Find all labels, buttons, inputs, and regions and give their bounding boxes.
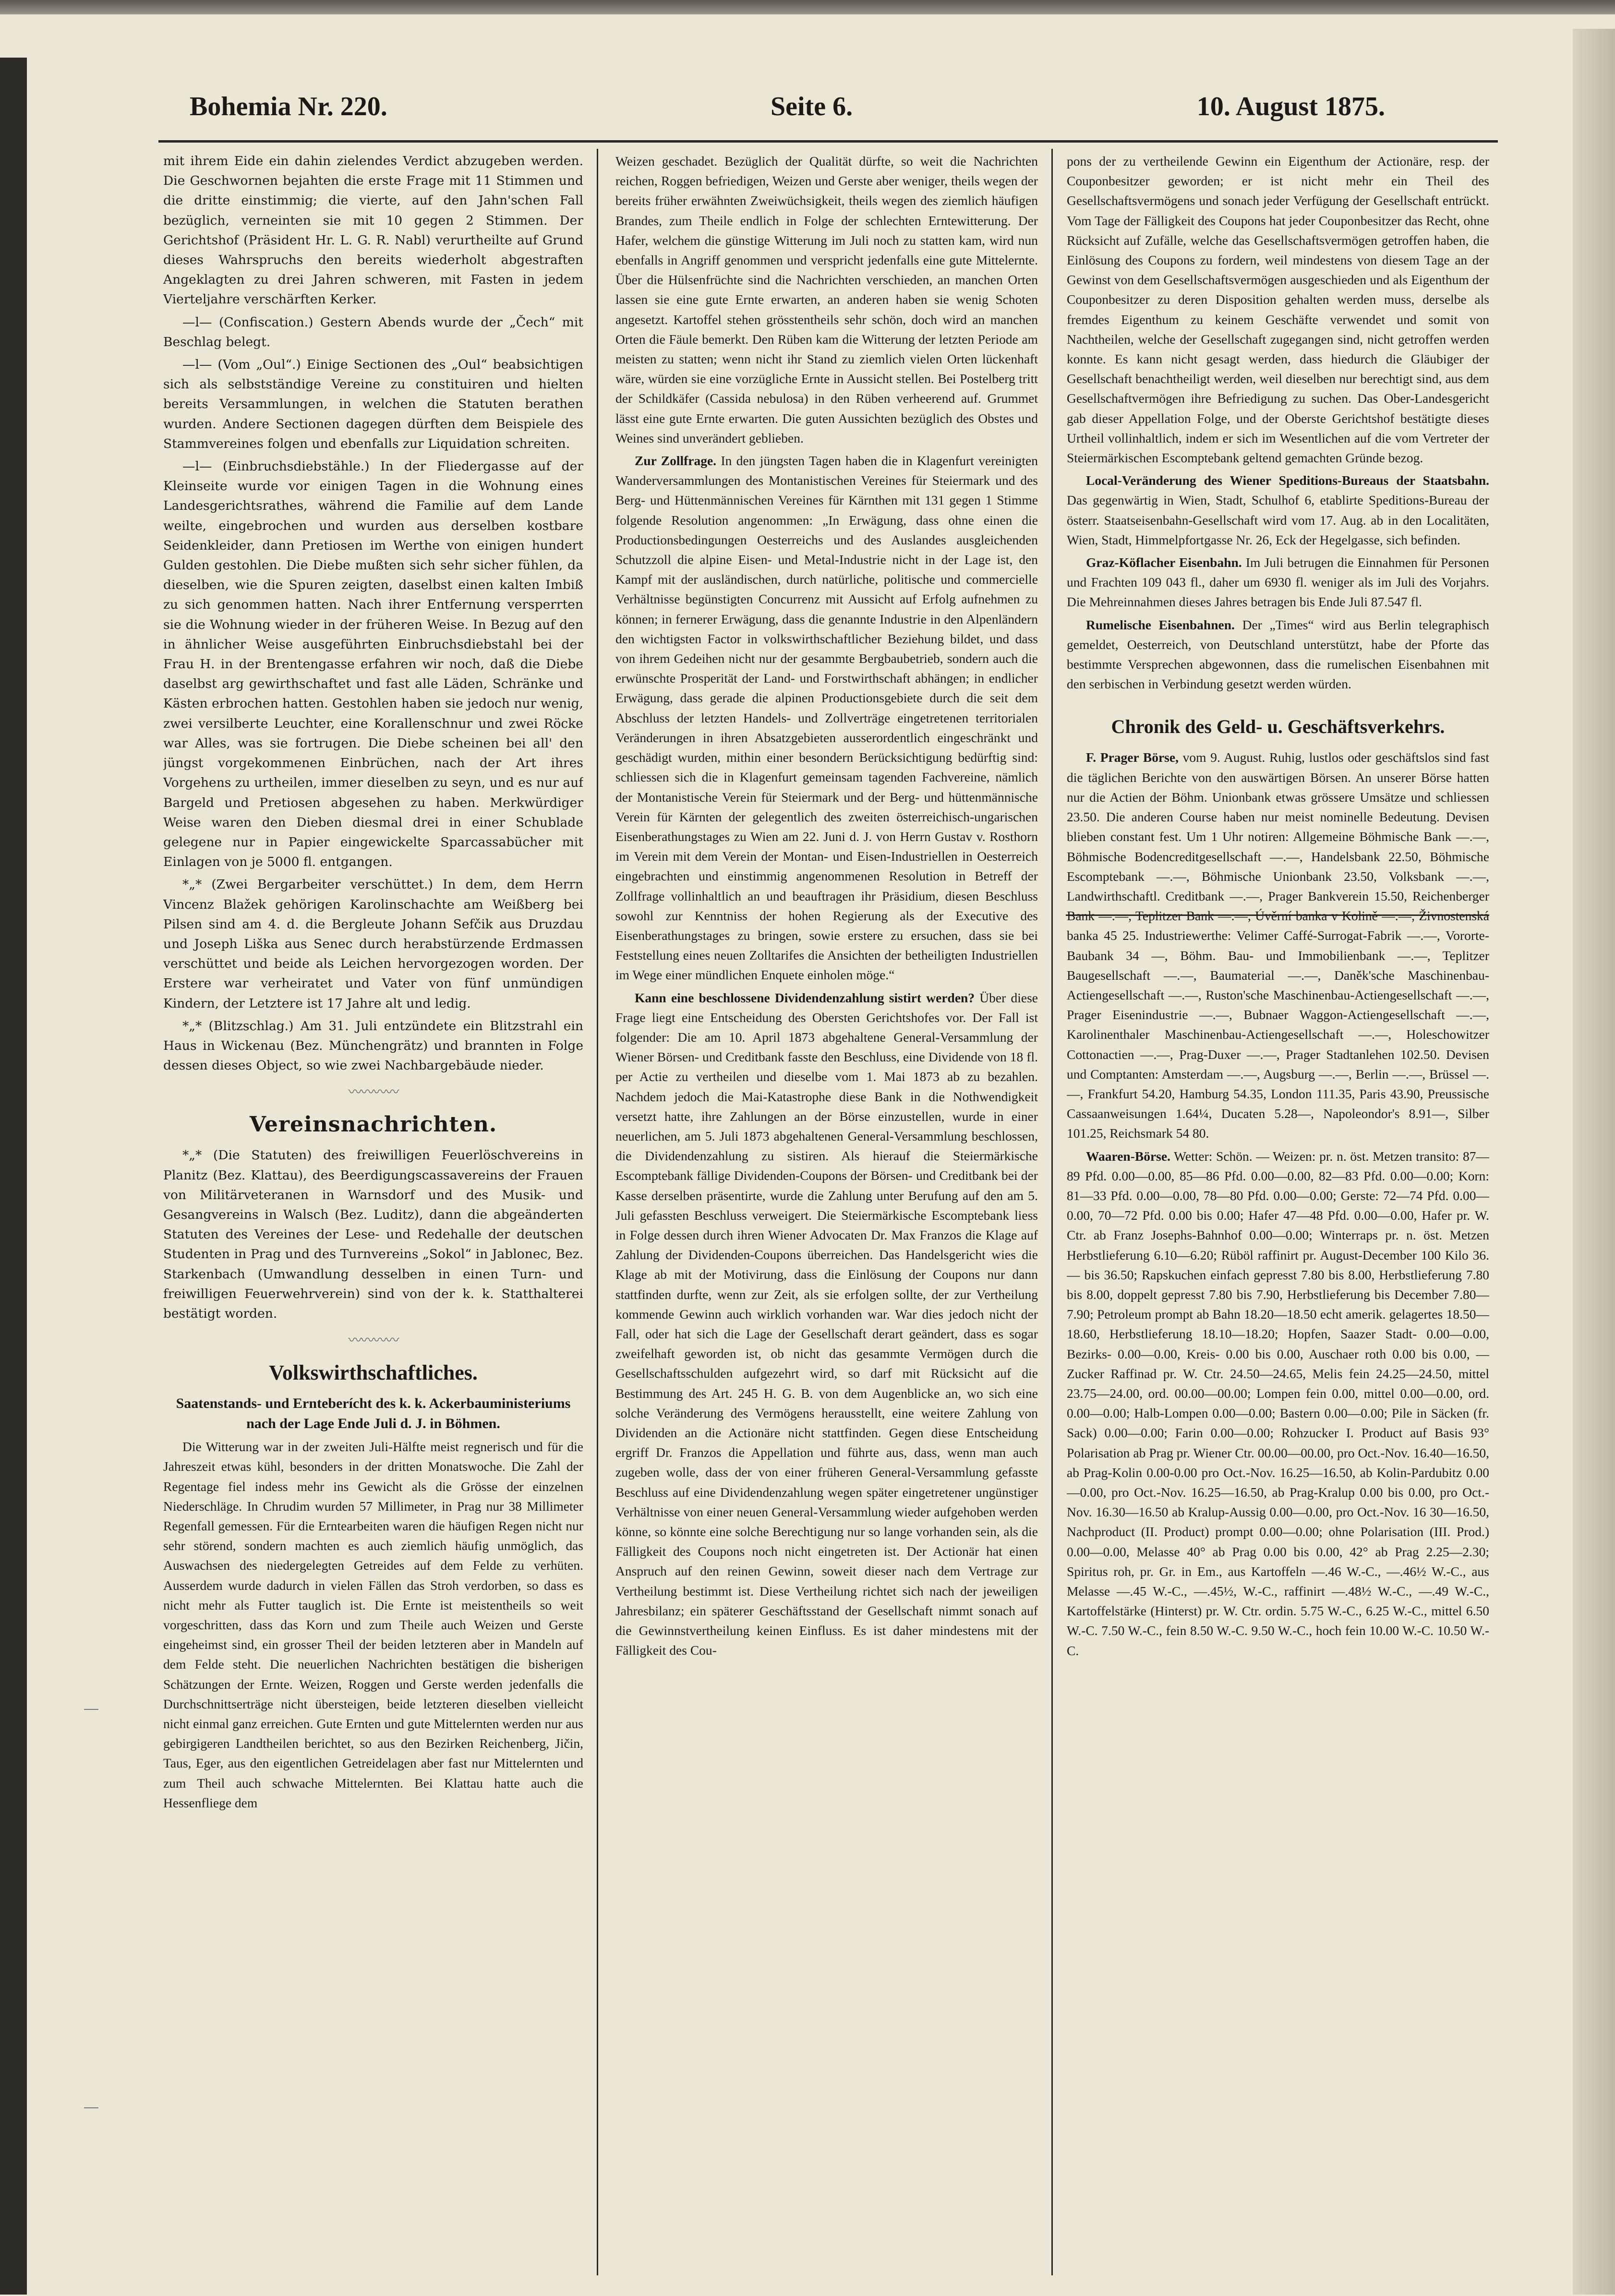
article-lead: Kann eine beschlossene Dividendenzahlung sistirt werden? [635,990,975,1005]
article-paragraph [1067,615,1489,694]
article-paragraph: *„* (Blitzschlag.) Am 31. Juli entzündete ein Blitzstrahl ein Haus in Wickenau (Bez. Münchengrätz) und brannten in Folge dessen dieses Object, so wie zwei Nachbargebäude nieder. [163,1018,583,1073]
header-rule [158,140,1498,143]
column-rule-2 [1051,149,1053,2275]
article-paragraph: —l— (Confiscation.) Gestern Abends wurde der „Čech“ mit Beschlag belegt. [163,314,583,349]
header-page-number: Seite 6. [771,92,853,121]
article-paragraph [1067,1146,1489,1660]
margin-mark [84,1709,98,1710]
article-lead: F. Prager Börse, [1086,750,1179,765]
article-text: Der „Times“ wird aus Berlin telegraphisch gemeldet, Oesterreich, von Deutschland unterstützt, habe der Pforte das bestimmte Versprechen abgewonnen, dass die rumelischen Eisenbahnen mit den serbischen in Verbindung gesetzt werden würden. [1067,617,1489,692]
scan-left-edge [0,58,27,2295]
section-flourish: 〰〰〰〰 [348,1084,398,1100]
scan-top-band [0,0,1615,14]
article-paragraph: pons der zu vertheilende Gewinn ein Eigenthum der Actionäre, resp. der Couponbesitzer geworden; er ist nicht mehr ein Theil des Gesellschaftsvermögens und sonach jeder Verfügung der Gesellschaft entrückt. Vom Tage der Fälligkeit des Coupons hat jeder Couponbesitzer das Recht, ohne Rücksicht auf Zufälle, welche das Gesellschaftsvermögen getroffen haben, die Einlösung des Coupons zu fordern, weil mindestens von diesem Tage an der Gewinst von dem Gesellschaftsvermögen ausgeschieden und als Eigenthum der Couponbesitzer zu deren Disposition gehalten werden muss, derselbe als fremdes Eigenthum zu keinem Geschäfte verwendet und somit von Nachtheilen, welche der Gesellschaft zugegangen sind, nicht getroffen werden konnte. Es kann nicht gesagt werden, dass hiedurch die Gläubiger der Gesellschaft benachtheiligt werden, weil dieselben nur berechtigt sind, aus dem Gesellschaftvermögen ihre Befriedigung zu suchen. Das Ober-Landesgericht gab dieser Appellation Folge, und der Oberste Gerichtshof bestätigte dieses Urtheil vollinhaltlich, indem er sich im Wesentlichen auf die vom Vertreter der Steiermärkischen Escomptebank geltend gemachten Gründe bezog. [1067,154,1489,466]
article-text: Wetter: Schön. — Weizen: pr. n. öst. Metzen transito: 87—89 Pfd. 0.00—0.00, 85—86 Pfd. 0.00—0.00, 82—83 Pfd. 0.00—0.00; Korn: 81—33 Pfd. 0.00—0.00, 78—80 Pfd. 0.00—0.00; Gerste: 72—74 Pfd. 0.00—0.00, 70—72 Pfd. 0.00 bis 0.00; Hafer 47—48 Pfd. 0.00—0.00, Hafer pr. W. Ctr. ab Franz Josephs-Bahnhof 0.00—0.00; Winterraps pr. n. öst. Metzen Herbstlieferung 6.10—6.20; Rüböl raffinirt pr. August-December 100 Kilo 36.— bis 36.50; Rapskuchen einfach gepresst 7.80 bis 8.00, Herbstlieferung 7.80 bis 8.00, doppelt gepresst 7.80 bis 7.90, Herbstlieferung bis December 7.80—7.90; Petroleum prompt ab Bahn 18.20—18.50 echt amerik. gelagertes 18.50—18.60, Herbstlieferung 18.10—18.20; Hopfen, Saazer Stadt- 0.00—0.00, Bezirks- 0.00—0.00, Kreis- 0.00 bis 0.00, Auschaer roth 0.00 bis 0.00, — Zucker Raffinad pr. W. Ctr. 24.50—24.65, Melis fein 24.25—24.50, mittel 23.75—24.00, ord. 00.00—00.00; Lompen fein 0.00, mittel 0.00—0.00, ord. 0.00—0.00; Halb-Lompen 0.00—0.00; Bastern 0.00—0.00; Pile in Säcken (fr. Sack) 0.00—0.00; Farin 0.00—0.00; Rohzucker I. Product auf Basis 93° Polarisation ab Prag pr. Wiener Ctr. 00.00—00.00, pro Oct.-Nov. 16.40—16.50, ab Prag-Kolin 0.00-0.00 pro Oct.-Nov. 16.25—16.50, ab Kolin-Pardubitz 0.00—0.00, pro Oct.-Nov. 16.25—16.50, ab Prag-Kralup 0.00 bis 0.00, pro Oct.-Nov. 16.30—16.50 ab Kralup-Aussig 0.00—0.00, pro Oct.-Nov. 16 30—16.50, Nachproduct (II. Product) prompt 0.00—0.00; ohne Polarisation (III. Prod.) 0.00—0.00, Melasse 40° ab Prag 0.00 bis 0.00, 42° ab Prag 2.25—2.30; Spiritus roh, pr. Gr. in Em., aus Kartoffeln —.46 W.-C., —.46½ W.-C., aus Melasse —.45 W.-C., —.45½, W.-C., raffinirt —.48½ W.-C., —.49 W.-C., Kartoffelstärke (Hinterst) pr. W. Ctr. ordin. 5.75 W.-C., 6.25 W.-C., mittel 6.50 W.-C. 7.50 W.-C., fein 8.50 W.-C. 9.50 W.-C., hoch fein 10.00 W.-C. 10.50 W.-C. [1067,1148,1489,1658]
article-lead: Waaren-Börse. [1086,1148,1170,1164]
article-paragraph: —l— (Einbruchsdiebstähle.) In der Fliedergasse auf der Kleinseite wurde vor einigen Tagen in die Wohnung eines Landesgerichtsrathes, während die Familie auf dem Lande weilte, eingebrochen und wurden aus derselben kostbare Seidenkleider, dann Pretiosen im Werthe von einigen hundert Gulden gestohlen. Die Diebe mußten sich sehr sicher fühlen, da dieselben, wie die Spuren zeigten, daselbst einen kalten Imbiß zu sich genommen hatten. Nach ihrer Entfernung versperrten sie die Wohnung wieder in der früheren Weise. In Bezug auf den in ähnlicher Weise ausgeführten Einbruchsdiebstahl bei der Frau H. in der Brentengasse erfahren wir noch, daß die Diebe daselbst arg gewirthschaftet und fast alle Läden, Schränke und Kästen erbrochen hatten. Gestohlen haben sie jedoch nur wenig, zwei versilberte Leuchter, eine Korallenschnur und zwei Röcke war Alles, was sie fortrugen. Die Diebe scheinen bei all' den jüngst vorgekommenen Einbrüchen, nach der Art ihres Vorgehens zu urtheilen, immer dieselben zu seyn, und es nur auf Bargeld und Pretiosen abgesehen zu haben. Merkwürdiger Weise waren den Dieben diesmal drei in einer Schublade gelegene nur in Papier eingewickelte Sparcassabücher mit Einlagen von je 5000 fl. entgangen. [163,459,583,870]
header-date: 10. August 1875. [1196,92,1385,121]
scan-right-edge [1573,29,1615,2295]
column-2 [615,151,1038,2278]
article-text: vom 9. August. Ruhig, lustlos oder geschäftslos sind fast die täglichen Berichte von den auswärtigen Börsen. An unserer Börse hatten nur die Actien der Böhm. Unionbank etwas grössere Umsätze und schliessen 23.50. Die anderen Course haben nur meist nominelle Bedeutung. Devisen blieben constant fest. Um 1 Uhr notiren: Allgemeine Böhmische Bank —.—, Böhmische Bodencreditgesellschaft —.—, Handelsbank 22.50, Böhmische Escomptebank —.—, Böhmische Unionbank 23.50, Volksbank —.—, Landwirthschaftl. Creditbank —.—, Prager Bankverein 15.50, Reichenberger Bank —.—, Teplitzer Bank —.—, Úvěrní banka v Kolině —.—, Živnostenská banka 45 25. Industriewerthe: Velimer Caffé-Surrogat-Fabrik —.—, Vororte-Baubank 34 —, Böhm. Bau- und Immobilienbank —.—, Teplitzer Baugesellschaft —.—, Baumaterial —.—, Daněk'sche Maschinenbau-Actiengesellschaft —.—, Ruston'sche Maschinenbau-Actiengesellschaft —.—, Prager Eisenindustrie —.—, Bubnaer Waggon-Actiengesellschaft —.—, Karolinenthaler Maschinenbau-Actiengesellschaft —.—, Holeschowitzer Cottonactien —.—, Prag-Duxer —.—, Prager Stadtanlehen 102.50. Devisen und Comptanten: Amsterdam —.—, Augsburg —.—, Berlin —.—, Brüssel —.—, Frankfurt 54.20, Hamburg 54.35, London 111.35, Paris 43.90, Preussische Cassaanweisungen 1.64¼, Ducaten 5.28—, Napoleondor's 8.91—, Silber 101.25, Reichsmark 54 80. [1067,750,1489,1141]
article-paragraph [1067,747,1489,1143]
article-paragraph: *„* (Die Statuten) des freiwilligen Feuerlöschvereins in Planitz (Bez. Klattau), des Beerdigungscassavereins der Frauen von Militärveteranen in Warnsdorf und des Musik- und Gesangvereins in Walsch (Bez. Luditz), dann die abgeänderten Statuten des Vereines der Lese- und Redehalle der deutschen Studenten in Prag und des Turnvereins „Sokol“ in Jablonec, Bez. Starkenbach (Umwandlung desselben in einen Turn- und freiwilligen Feuerwehrverein) sind von der k. k. Statthalterei bestätigt worden. [163,1148,583,1321]
section-heading-chronik: Chronik des Geld- u. Geschäftsverkehrs. [1111,716,1445,738]
article-paragraph: Weizen geschadet. Bezüglich der Qualität dürfte, so weit die Nachrichten reichen, Roggen befriedigen, Weizen und Gerste aber weniger, theils wegen der bereits früher erwähnten Zweiwüchsigkeit, theils wegen des ziemlich häufigen Brandes, zum Theile endlich in Folge der schlechten Erntewitterung. Der Hafer, welchem die günstige Witterung im Juli noch zu statten kam, wird nun ebenfalls in Angriff genommen und verspricht jedenfalls eine gute Mittelernte. Über die Hülsenfrüchte sind die Nachrichten verschieden, an manchen Orten lassen sie eine gute Ernte erwarten, an anderen haben sie wenig Schoten angesetzt. Kartoffel stehen grösstentheils sehr schön, doch wird an manchen Orten die Fäule bemerkt. Den Rüben kam die Witterung der letzten Periode am meisten zu statten; wenn nicht ihr Stand zu ziemlich vielen Orten lückenhaft wäre, würden sie eine vorzügliche Ernte in Aussicht stellen. Bei Postelberg tritt der Schildkäfer (Cassida nebulosa) in den Rüben verheerend auf. Grummet lässt eine gute Ernte erwarten. Die guten Aussichten bezüglich des Obstes und Weines sind unverändert geblieben. [615,154,1038,445]
article-lead: Graz-Köflacher Eisenbahn. [1086,555,1242,570]
article-paragraph: *„* (Zwei Bergarbeiter verschüttet.) In dem, dem Herrn Vincenz Blažek gehörigen Karolinschachte am Weißberg bei Pilsen sind am 4. d. die Bergleute Johann Sefčik aus Druzdau und Joseph Liška aus Senec durch herabstürzende Erdmassen verschüttet und beide als Leichen hervorgezogen worden. Der Erstere war verheiratet und Vater von fünf unmündigen Kindern, der Letztere ist 17 Jahre alt und ledig. [163,877,583,1011]
section-flourish: 〰〰〰〰 [348,1332,398,1348]
article-text: In den jüngsten Tagen haben die in Klagenfurt vereinigten Wanderversammlungen des Montanistischen Vereines für Steiermark und des Berg- und Hüttenmännischen Vereines für Kärnthen mit 131 gegen 1 Stimme folgende Resolution angenommen: „In Erwägung, dass ohne einen die Productionsbedingungen Oesterreichs und des Auslandes ausgleichenden Schutzzoll die alpine Eisen- und Metal-Industrie nicht in der Lage ist, den Kampf mit der ausländischen, durch natürliche, politische und commercielle Verhältnisse begünstigten Concurrenz mit Aussicht auf Erfolg aufnehmen zu können; in fernerer Erwägung, dass die genannte Industrie in den Alpenländern den wichtigsten Factor in volkswirthschaftlicher Beziehung bildet, und dass von ihrem Gedeihen nicht nur der gesammte Bergbaubetrieb, sondern auch die erwünschte Prosperität der Land- und Forstwirthschaft abhängen; in endlicher Erwägung, dass gerade die alpinen Productionsgebiete durch die seit dem Abschluss der letzten Handels- und Zollverträge eingetretenen territorialen Veränderungen in ihren Absatzgebieten ausserordentlich eingeschränkt und geschädigt wurden, mithin einer besondern Berücksichtigung bedürftig sind: schliessen sich die in Klagenfurt gemeinsam tagenden Fachvereine, nämlich der Montanistische Verein für Steiermark und der Berg- und hüttenmännische Verein für Kärnten der gelegentlich des zweiten österreichisch-ungarischen Eisenberathungstages zu Wien am 22. Juni d. J. von Herrn Gustav v. Rosthorn im Verein mit dem Verein der Montan- und Eisen-Industriellen in Oesterreich eingebrachten und einstimmig angenommenen Resolution in Betreff der Zollfrage vollinhaltlich an und beauftragen ihr Präsidium, diesen Beschluss sowohl zur Kenntniss der hohen Regierung als der Executive des Eisenberathungstages zu bringen, sowie erstere zu ersuchen, dass sie bei Feststellung eines neuen Zolltarifes die Ansichten der betheiligten Industriellen im Wege einer mündlichen Enquete einholen möge.“ [615,453,1038,983]
article-lead: Rumelische Eisenbahnen. [1086,617,1235,632]
article-lead: Zur Zollfrage. [635,453,717,469]
header-title: Bohemia Nr. 220. [190,92,387,121]
column-3 [1067,151,1489,2278]
article-paragraph [615,988,1038,1660]
section-heading-vereinsnachrichten: Vereinsnachrichten. [249,1112,497,1137]
article-text: Im Juli betrugen die Einnahmen für Personen und Frachten 109 043 fl., daher um 6930 fl. weniger als im Juli des Vorjahrs. Die Mehreinnahmen dieses Jahres betragen bis Ende Juli 87.547 fl. [1067,555,1489,610]
article-paragraph: —l— (Vom „Oul“.) Einige Sectionen des „Oul“ beabsichtigen sich als selbstständige Vereine zu constituiren und hielten bereits Versammlungen, in welchen die Statuten berathen wurden. Andere Sectionen dagegen dürften dem Beispiele des Stammvereines folgen und ebenfalls zur Liquidation schreiten. [163,357,583,451]
article-paragraph: Die Witterung war in der zweiten Juli-Hälfte meist regnerisch und für die Jahreszeit etwas kühl, besonders in der dritten Monatswoche. Die Zahl der Regentage fiel indess mehr ins Gewicht als die Grösse der einzelnen Niederschläge. In Chrudim wurden 57 Millimeter, in Prag nur 38 Millimeter Regenfall gemessen. Für die Erntearbeiten waren die häufigen Regen nicht nur sehr störend, sondern machten es auch ziemlich häufig unmöglich, das Auswachsen des niedergelegten Getreides auf dem Felde zu verhüten. Ausserdem wurde dadurch in vielen Fällen das Stroh verdorben, so dass es nicht mehr als Futter tauglich ist. Die Ernte ist meistentheils so weit vorgeschritten, dass das Korn und zum Theile auch Weizen und Gerste eingeheimst sind, ein grosser Theil der beiden letzteren aber in Mandeln auf dem Felde steht. Die neuerlichen Nachrichten bestätigen die bisherigen Schätzungen der Ernte. Weizen, Roggen und Gerste werden jedenfalls die Durchschnittserträge nicht übersteigen, beide letzteren dieselben vielleicht nicht einmal ganz erreichen. Gute Ernten und gute Mittelernten werden nur aus gebirgigeren Landtheilen berichtet, so aus den Bezirken Reichenberg, Jičin, Taus, Eger, aus den eigentlichen Getreidelagen aber fast nur Mittelernten und zum Theil auch schwache Mittelernten. Bei Klattau hatte auch die Hessenfliege dem [163,1439,583,1810]
page-header [190,91,1385,134]
article-subheading: Saatenstands- und Ernteberícht des k. k. Ackerbauministeriums nach der Lage Ende Juli d. J. in Böhmen. [176,1395,571,1432]
article-paragraph [1067,470,1489,550]
section-heading-volkswirthschaftliches: Volkswirthschaftliches. [269,1361,478,1385]
column-rule-1 [597,149,598,2275]
column-1 [163,151,583,2278]
article-paragraph [1067,553,1489,612]
article-paragraph: mit ihrem Eide ein dahin zielendes Verdict abzugeben werden. Die Geschwornen bejahten die erste Frage mit 11 Stimmen und die dritte einstimmig; die vierte, auf den Jahn'schen Fall bezüglich, verneinten sie mit 10 gegen 2 Stimmen. Der Gerichtshof (Präsident Hr. L. G. R. Nabl) verurtheilte auf Grund dieses Wahrspruchs den bereits wiederholt abgestraften Angeklagten zu drei Jahren schweren, mit Fasten in jedem Vierteljahre verschärften Kerker. [163,154,583,307]
article-lead: Local-Veränderung des Wiener Speditions-Bureaus der Staatsbahn. [1086,473,1489,488]
margin-mark [84,2107,98,2108]
article-text: Das gegenwärtig in Wien, Stadt, Schulhof 6, etablirte Speditions-Bureau der österr. Staatseisenbahn-Gesellschaft wird vom 17. Aug. ab in den Localitäten, Wien, Stadt, Himmelpfortgasse Nr. 26, Eck der Hegelgasse, sich befinden. [1067,493,1489,547]
article-paragraph [615,451,1038,985]
article-text: Über diese Frage liegt eine Entscheidung des Obersten Gerichtshofes vor. Der Fall ist folgender: Die am 10. April 1873 abgehaltene General-Versammlung der Wiener Börsen- und Creditbank fasste den Beschluss, eine Dividende von 18 fl. per Actie zu vertheilen und dieselbe vom 1. Mai 1873 ab zu bezahlen. Nachdem jedoch die Mai-Katastrophe diese Bank in die Nothwendigkeit versetzt hatte, ihre Zahlungen an der Börse einzustellen, wurde in einer neuerlichen, am 5. Juli 1873 abgehaltenen General-Versammlung beschlossen, die Dividendenzahlung zu sistiren. Als hierauf die Steiermärkische Escomptebank fällige Dividenden-Coupons der Börsen- und Creditbank bei der Kasse derselben präsentirte, wurde die Zahlung unter Berufung auf den am 5. Juli gefassten Beschluss verweigert. Die Steiermärkische Escomptebank liess in Folge dessen durch ihren Wiener Advocaten Dr. Max Franzos die Klage auf Zahlung der Dividenden-Coupons überreichen. Das Handelsgericht wies die Klage ab mit der Motivirung, dass die Einlösung der Coupons nur dann stattfinden durfte, wenn zur Zeit, als sie erfolgen sollte, der zur Vertheilung kommende Gewinn auch wirklich vorhanden war. War dies jedoch nicht der Fall, oder hat sich die Lage der Gesellschaft derart geändert, dass es sogar zweifelhaft geworden ist, ob nicht das gesammte Vermögen durch die Gesellschaftsschulden aufgezehrt wird, so darf mit Rücksicht auf die Bestimmung des Art. 245 H. G. B. von dem Augenblicke an, wo sich eine solche Veränderung des Vermögens herausstellt, eine weitere Zahlung von Dividenden an die Actionäre nicht stattfinden. Gegen diese Entscheidung ergriff Dr. Franzos die Appellation und führte aus, dass, wenn man auch zugeben wolle, dass der von einer früheren General-Versammlung gefasste Beschluss auf eine Dividendenzahlung wegen später eingetretener ungünstiger Verhältnisse von einer neuen General-Versammlung wieder aufgehoben werden könne, so könnte eine solche Berechtigung nur so lange vorhanden sein, als die Fälligkeit des Coupons noch nicht eingetreten ist. Der Actionär hat einen Anspruch auf den reinen Gewinn, soweit dieser nach dem Vertrage zur Vertheilung bestimmt ist. Diese Vertheilung richtet sich nach der jeweiligen Jahresbilanz; ein späterer Geschäftsstand der Gesellschaft nimmt sonach auf die Gewinnstvertheilung keinen Einfluss. Es ist daher mindestens mit der Fälligkeit des Cou- [615,990,1038,1658]
